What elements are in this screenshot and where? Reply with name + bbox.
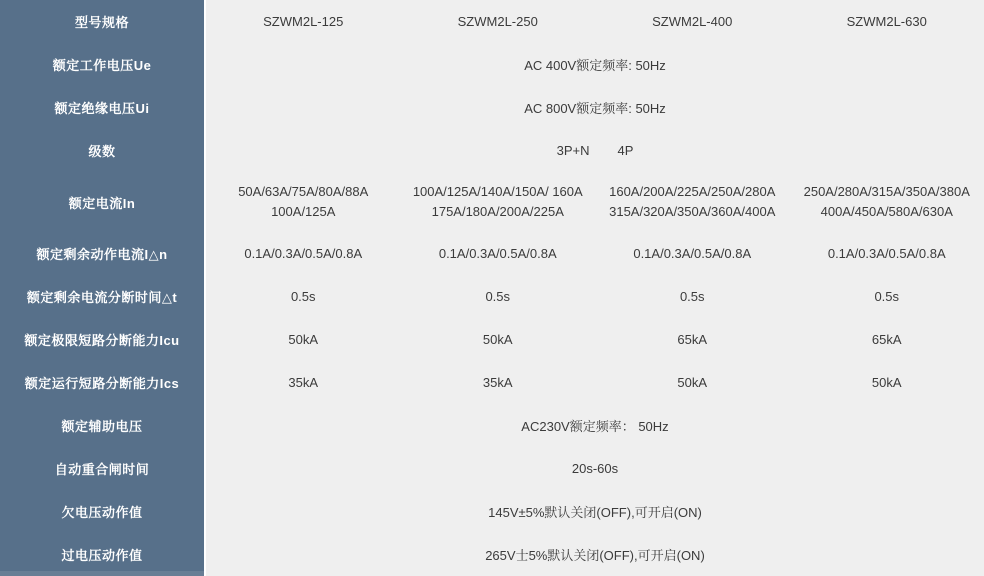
model-header-row [206,0,984,43]
row-label-service-breaking-capacity: 额定运行短路分断能力Ics [24,376,180,391]
row-label-auto-reclosing-time: 自动重合闸时间 [54,462,150,477]
ultimate-breaking-capacity-cell: 65kA [677,331,708,347]
residual-breaking-time-cell: 0.5s [874,288,900,304]
sidebar-bottom-strip [0,571,204,576]
row-label-residual-breaking-time: 额定剩余电流分断时间△t [26,290,178,305]
row-label-residual-operating-current: 额定剩余动作电流I△n [36,247,168,262]
row-label-rated-working-voltage: 额定工作电压Ue [52,58,152,73]
row-label-ultimate-breaking-capacity: 额定极限短路分断能力Icu [24,333,180,348]
rated-current-line: 100A/125A [271,204,336,219]
service-breaking-capacity-cell: 50kA [871,374,902,390]
auto-reclosing-time-row [206,447,984,490]
rated-current-line: 250A/280A/315A/350A/380A [803,184,970,199]
row-label-poles: 级数 [88,144,116,159]
service-breaking-capacity-cell: 35kA [482,374,513,390]
auxiliary-voltage-value: AC230V额定频率： 50Hz [521,419,669,434]
overvoltage-action-value: 265V士5%默认关闭(OFF),可开启(ON) [485,548,705,563]
rated-insulation-voltage-row [206,86,984,129]
spec-values-area [206,0,984,576]
rated-current-cell [206,182,401,222]
rated-working-voltage-row [206,43,984,86]
rated-current-line: 160A/200A/225A/250A/280A [609,184,776,199]
ultimate-breaking-capacity-row [206,318,984,361]
rated-current-line: 400A/450A/580A/630A [820,204,953,219]
service-breaking-capacity-cell: 35kA [288,374,319,390]
rated-working-voltage-value: AC 400V额定频率: 50Hz [524,58,666,73]
residual-breaking-time-row [206,275,984,318]
row-label-model-spec: 型号规格 [74,15,129,30]
rated-current-cell [595,182,790,222]
service-breaking-capacity-row [206,361,984,404]
ultimate-breaking-capacity-cell: 50kA [482,331,513,347]
ultimate-breaking-capacity-cell: 65kA [871,331,902,347]
model-name: SZWM2L-250 [457,13,538,29]
residual-breaking-time-cell: 0.5s [290,288,316,304]
row-header-sidebar [0,0,206,576]
rated-current-line: 315A/320A/350A/360A/400A [609,204,776,219]
row-label-rated-current: 额定电流In [68,195,136,211]
residual-operating-current-row [206,232,984,275]
poles-row [206,129,984,172]
auto-reclosing-time-value: 20s-60s [571,461,619,476]
model-name: SZWM2L-125 [263,13,344,29]
residual-operating-current-cell: 0.1A/0.3A/0.5A/0.8A [633,245,752,261]
residual-breaking-time-cell: 0.5s [679,288,705,304]
row-label-auxiliary-voltage: 额定辅助电压 [61,419,143,434]
undervoltage-action-value: 145V±5%默认关闭(OFF),可开启(ON) [488,505,702,520]
model-name: SZWM2L-630 [846,13,927,29]
residual-breaking-time-cell: 0.5s [485,288,511,304]
poles-option-1: 3P+N [556,143,590,158]
rated-insulation-voltage-value: AC 800V额定频率: 50Hz [524,101,666,116]
rated-current-cell [401,182,596,222]
row-label-undervoltage-action: 欠电压动作值 [61,505,143,520]
poles-option-2: 4P [617,143,634,158]
undervoltage-action-row [206,490,984,533]
row-label-overvoltage-action: 过电压动作值 [61,548,143,563]
auxiliary-voltage-row [206,404,984,447]
residual-operating-current-cell: 0.1A/0.3A/0.5A/0.8A [244,245,363,261]
overvoltage-action-row [206,533,984,576]
residual-operating-current-cell: 0.1A/0.3A/0.5A/0.8A [438,245,557,261]
ultimate-breaking-capacity-cell: 50kA [288,331,319,347]
rated-current-cell [790,182,984,222]
rated-current-line: 175A/180A/200A/225A [431,204,564,219]
residual-operating-current-cell: 0.1A/0.3A/0.5A/0.8A [827,245,946,261]
service-breaking-capacity-cell: 50kA [677,374,708,390]
rated-current-row [206,172,984,232]
model-name: SZWM2L-400 [652,13,733,29]
rated-current-line: 100A/125A/140A/150A/ 160A [412,184,583,199]
row-label-rated-insulation-voltage: 额定绝缘电压Ui [54,101,150,116]
rated-current-line: 50A/63A/75A/80A/88A [238,184,369,199]
